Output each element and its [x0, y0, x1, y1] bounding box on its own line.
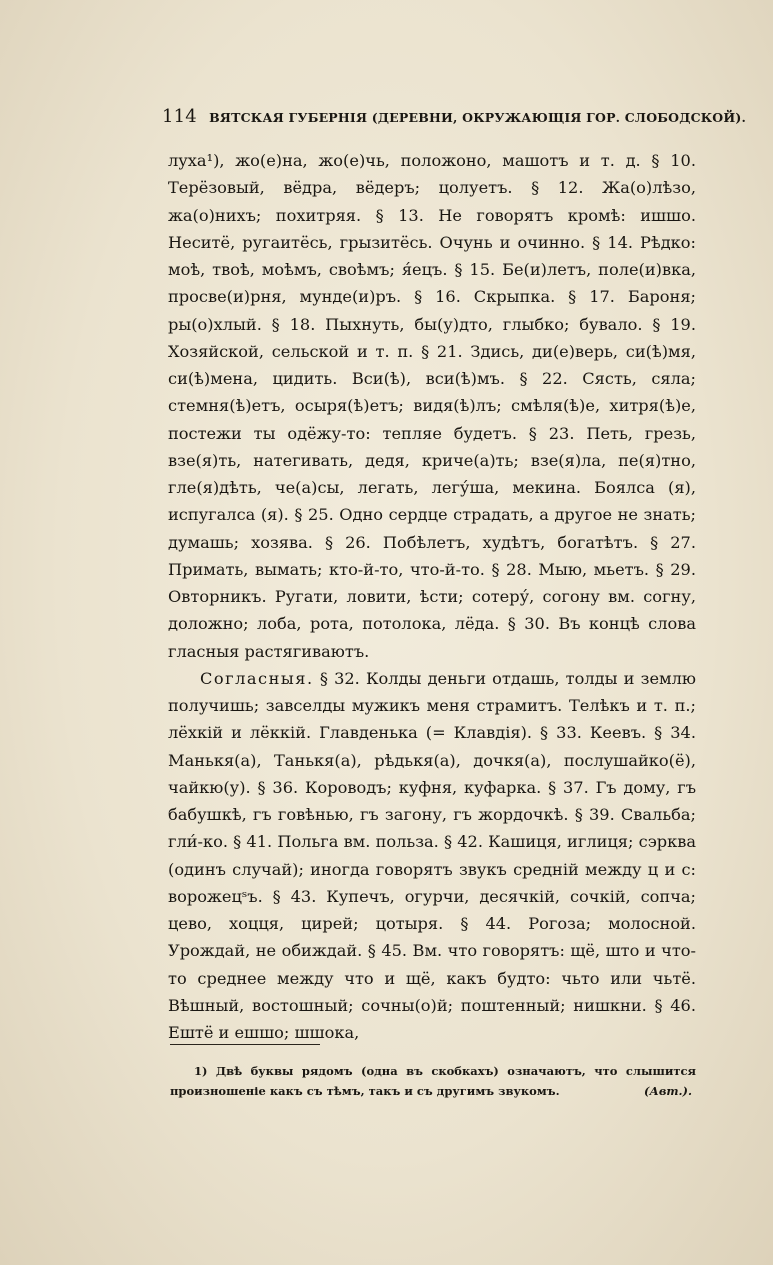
footnote-author: (Авт.). — [644, 1084, 692, 1098]
section-lead: Согласныя. — [200, 668, 314, 688]
running-header — [162, 106, 747, 127]
footnote-text: 1) Двѣ буквы рядомъ (одна въ скобкахъ) означаютъ, что слышится произношеніе какъ съ тѣмъ, такъ и съ другимъ звукомъ. — [170, 1064, 696, 1098]
page-number: 114 — [162, 106, 197, 127]
paragraph-consonants — [168, 665, 696, 1047]
main-text — [168, 147, 696, 1046]
paragraph-vowels: луха¹), жо(е)на, жо(е)чь, положоно, машотъ и т. д. § 10. Терёзовый, вёдра, вёдеръ; цолуетъ. § 12. Жа(о)лѣзо, жа(о)нихъ; похитряя. § 13. Не говорятъ кромѣ: ишшо. Неситё, ругаитёсь, грызитёсь. Очунь и очинно. § 14. Рѣдко: моѣ, твоѣ, моѣмъ, своѣмъ; я́ецъ. § 15. Бе(и)летъ, поле(и)вка, просве(и)рня, мунде(и)ръ. § 16. Скрыпка. § 17. Бароня; ры(о)хлый. § 18. Пыхнуть, бы(у)дто, глыбко; бувало. § 19. Хозяйской, сельской и т. п. § 21. Здись, ди(е)верь, си(ѣ)мя, си(ѣ)мена, цидить. Вси(ѣ), вси(ѣ)мъ. § 22. Сясть, сяла; стемня(ѣ)етъ, осыря(ѣ)етъ; видя(ѣ)лъ; смѣля(ѣ)е, хитря(ѣ)е, постежи ты одёжу-то: тепляе будетъ. § 23. Петь, грезь, взе(я)ть, натегивать, дедя, криче(а)ть; взе(я)ла, пе(я)тно, гле(я)дѣть, че(а)сы, легать, легу́ша, мекина. Боялса (я), испугалса (я). § 25. Одно сердце страдать, а другое не знать; думашь; хозява. § 26. Побѣлетъ, худѣтъ, богатѣтъ. § 27. Примать, вымать; кто-й-то, что-й-то. § 28. Мыю, мьетъ. § 29. Овторникъ. Ругати, ловити, ѣсти; сотеру́, согону вм. согну, доложно; лоба, рота, потолока, лёда. § 30. Въ концѣ слова гласныя растягиваютъ. — [168, 151, 696, 661]
paragraph-consonants-text: § 32. Колды деньги отдашь, толды и землю получишь; завселды мужикъ меня страмитъ. Телѣкъ и т. п.; лёхкій и лёккій. Главденька (= Клавдія). § 33. Кеевъ. § 34. Манькя(а), Танькя(а), рѣдькя(а), дочкя(а), послушайко(ё), чайкю(у). § 36. Короводъ; куфня, куфарка. § 37. Гъ дому, гъ бабушкѣ, гъ говѣнью, гъ загону, гъ жордочкѣ. § 39. Свальба; гли́-ко. § 41. Польга вм. польза. § 42. Кашиця, иглиця; сэрква (одинъ случай); иногда говорятъ звукъ среднiй между ц и с: ворожецˢъ. § 43. Купечъ, огурчи, десячкій, сочкій, сопча; цево, хоцця, цирей; цотыря. § 44. Рогоза; молосной. Урождай, не обиждай. § 45. Вм. что говорятъ: щё, што и что-то среднее между что и щё, какъ будто: чьто или чьтё. Вѣшный, востошный; сочны(о)й; поштенный; нишкни. § 46. Ештё и ешшо; шшока, — [168, 668, 696, 1042]
footnote — [170, 1061, 696, 1101]
footnote-divider — [170, 1044, 320, 1045]
running-title: ВЯТСКАЯ ГУБЕРНІЯ (ДЕРЕВНИ, ОКРУЖАЮЩІЯ ГОР. СЛОБОДСКОЙ). — [209, 110, 747, 125]
